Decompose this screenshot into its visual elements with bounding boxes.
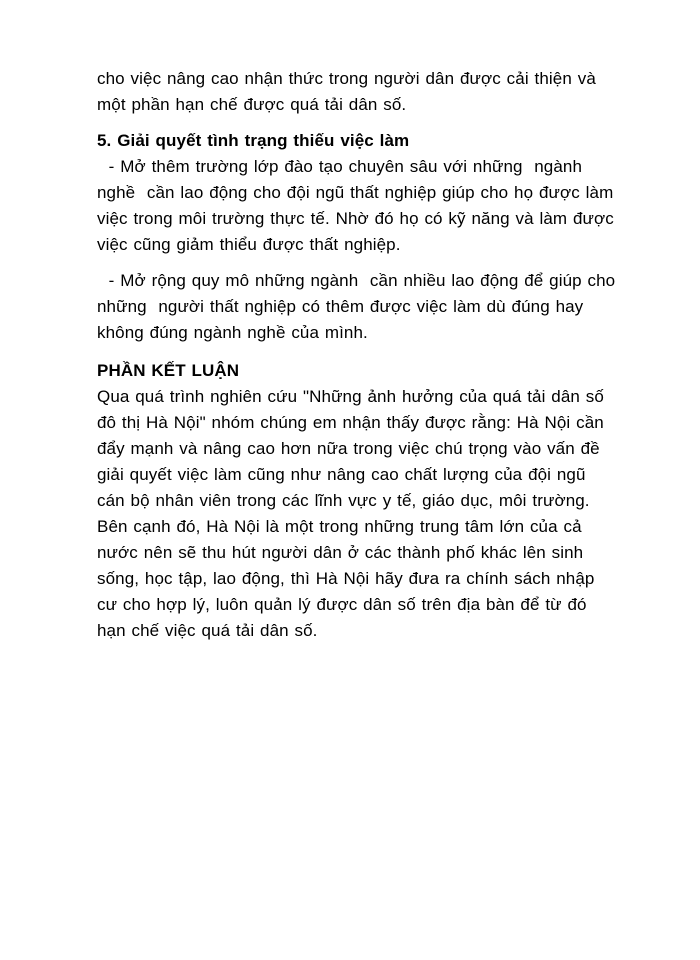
text-line: nghề cần lao động cho đội ngũ thất nghiệp giúp cho họ được làm (97, 183, 614, 202)
text-line: - Mở rộng quy mô những ngành cần nhiều lao động để giúp cho (97, 271, 616, 290)
text-line: những người thất nghiệp có thêm được việc làm dù đúng hay (97, 297, 584, 316)
text-line: việc trong môi trường thực tế. Nhờ đó họ có kỹ năng và làm được (97, 209, 614, 228)
section-5-bullet-2 (97, 268, 637, 346)
text-line: - Mở thêm trường lớp đào tạo chuyên sâu với những ngành (97, 157, 583, 176)
text-line: sống, học tập, lao động, thì Hà Nội hãy đưa ra chính sách nhập (97, 569, 595, 588)
text-line: Qua quá trình nghiên cứu "Những ảnh hưởng của quá tải dân số (97, 387, 604, 406)
text-line: Bên cạnh đó, Hà Nội là một trong những trung tâm lớn của cả (97, 517, 582, 536)
text-line: cho việc nâng cao nhận thức trong người dân được cải thiện và (97, 69, 596, 88)
text-line: đẩy mạnh và nâng cao hơn nữa trong việc chú trọng vào vấn đề (97, 439, 600, 458)
conclusion-heading: PHẦN KẾT LUẬN (97, 361, 240, 380)
document-page (97, 66, 637, 644)
conclusion-section (97, 358, 637, 644)
text-line: việc cũng giảm thiểu được thất nghiệp. (97, 235, 401, 254)
text-line: cư cho hợp lý, luôn quản lý được dân số trên địa bàn để từ đó (97, 595, 587, 614)
intro-paragraph (97, 66, 637, 118)
section-5-bullet-1 (97, 154, 637, 258)
text-line: không đúng ngành nghề của mình. (97, 323, 368, 342)
text-line: cán bộ nhân viên trong các lĩnh vực y tế, giáo dục, môi trường. (97, 491, 590, 510)
section-5 (97, 128, 637, 346)
text-line: hạn chế việc quá tải dân số. (97, 621, 318, 640)
text-line: một phần hạn chế được quá tải dân số. (97, 95, 407, 114)
text-line: đô thị Hà Nội" nhóm chúng em nhận thấy được rằng: Hà Nội cần (97, 413, 604, 432)
text-line: giải quyết việc làm cũng như nâng cao chất lượng của đội ngũ (97, 465, 586, 484)
section-5-heading: 5. Giải quyết tình trạng thiếu việc làm (97, 131, 410, 150)
text-line: nước nên sẽ thu hút người dân ở các thành phố khác lên sinh (97, 543, 584, 562)
